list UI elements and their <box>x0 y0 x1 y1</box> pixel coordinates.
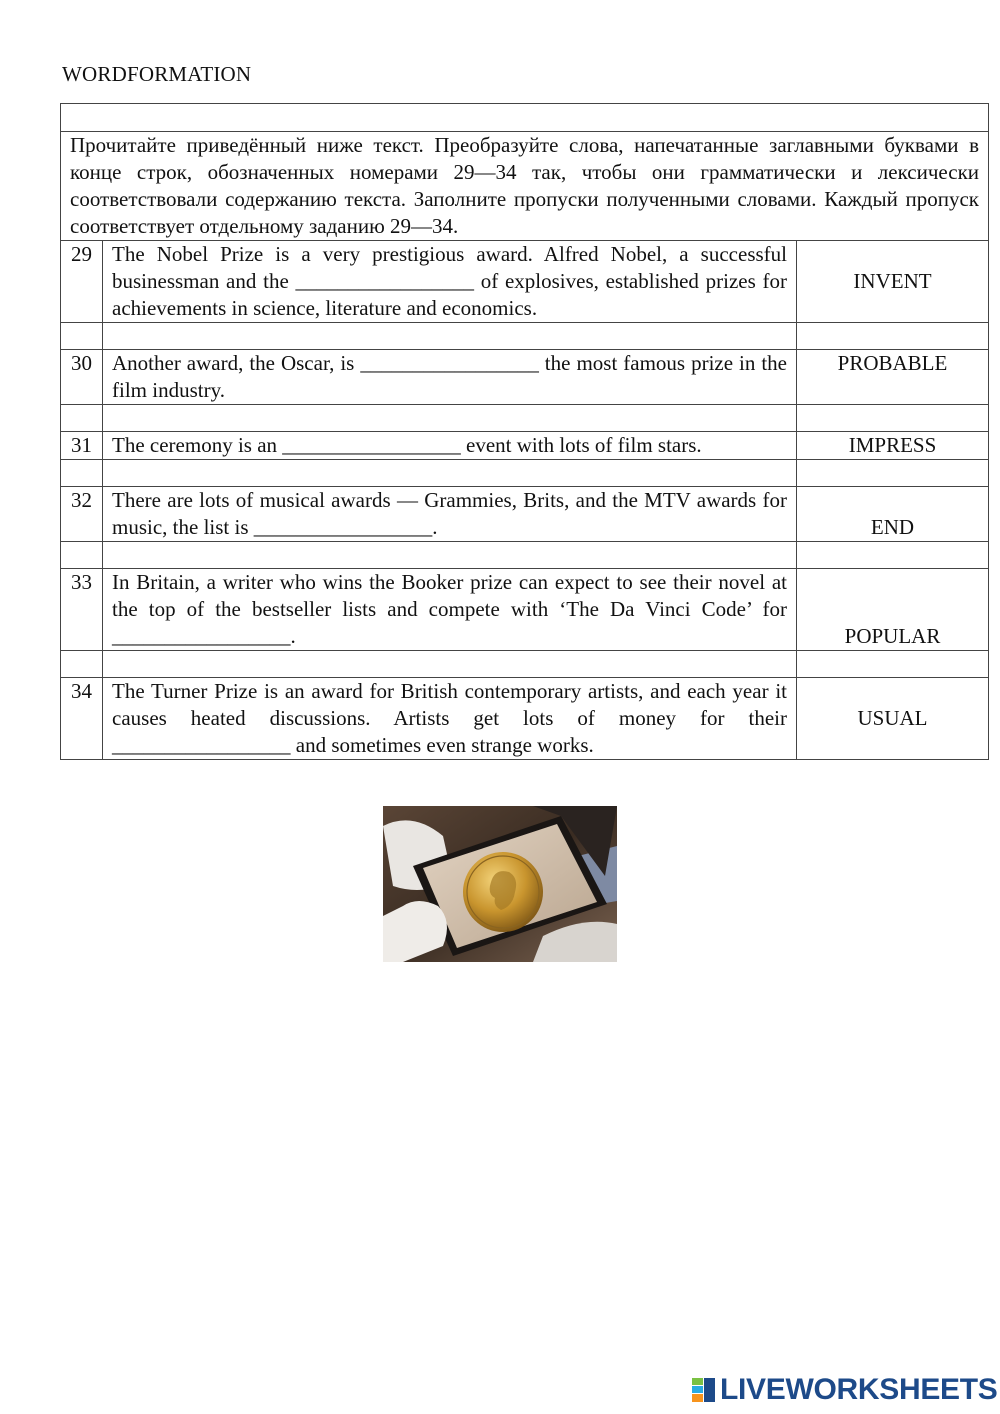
task-number: 33 <box>61 569 103 651</box>
spacer-row <box>61 405 989 432</box>
empty-cell <box>61 104 989 132</box>
task-text: The Nobel Prize is a very prestigious award. Alfred Nobel, a successful businessman and the _________________ of explosives, established prizes for achievements in science, literature and economics. <box>103 241 797 323</box>
liveworksheets-logo-icon <box>692 1378 716 1402</box>
worksheet-table <box>60 103 989 760</box>
nobel-medal-photo <box>383 806 617 962</box>
task-row <box>61 487 989 542</box>
spacer-row <box>61 323 989 350</box>
task-number: 29 <box>61 241 103 323</box>
task-row <box>61 241 989 323</box>
task-keyword: IMPRESS <box>797 432 989 460</box>
task-keyword: END <box>797 487 989 542</box>
spacer-row <box>61 651 989 678</box>
logo-text: LIVEWORKSHEETS <box>720 1373 998 1406</box>
task-row <box>61 678 989 760</box>
task-keyword: INVENT <box>797 241 989 323</box>
task-text: The Turner Prize is an award for British contemporary artists, and each year it causes heated discussions. Artists get lots of money for their _________________ and sometimes even strange works. <box>103 678 797 760</box>
instructions-row <box>61 132 989 241</box>
instructions-text: Прочитайте приведённый ниже текст. Преобразуйте слова, напечатанные заглавными буквами в конце строк, обозначенных номерами 29—34 так, чтобы они грамматически и лексически соответствовали содержанию текста. Заполните пропуски полученными словами. Каждый пропуск соответствует отдельному заданию 29—34. <box>61 132 989 241</box>
empty-header-row <box>61 104 989 132</box>
task-text: Another award, the Oscar, is _________________ the most famous prize in the film industry. <box>103 350 797 405</box>
page-title: WORDFORMATION <box>62 62 252 86</box>
task-number: 30 <box>61 350 103 405</box>
task-number: 31 <box>61 432 103 460</box>
task-keyword: PROBABLE <box>797 350 989 405</box>
task-text: In Britain, a writer who wins the Booker prize can expect to see their novel at the top of the bestseller lists and compete with ‘The Da Vinci Code’ for _________________. <box>103 569 797 651</box>
task-text: The ceremony is an _________________ event with lots of film stars. <box>103 432 797 460</box>
liveworksheets-logo <box>692 1372 998 1408</box>
task-text: There are lots of musical awards — Grammies, Brits, and the MTV awards for music, the list is _________________. <box>103 487 797 542</box>
task-row <box>61 432 989 460</box>
spacer-row <box>61 542 989 569</box>
task-row <box>61 350 989 405</box>
task-number: 32 <box>61 487 103 542</box>
task-keyword: POPULAR <box>797 569 989 651</box>
spacer-row <box>61 460 989 487</box>
task-keyword: USUAL <box>797 678 989 760</box>
task-row <box>61 569 989 651</box>
task-number: 34 <box>61 678 103 760</box>
